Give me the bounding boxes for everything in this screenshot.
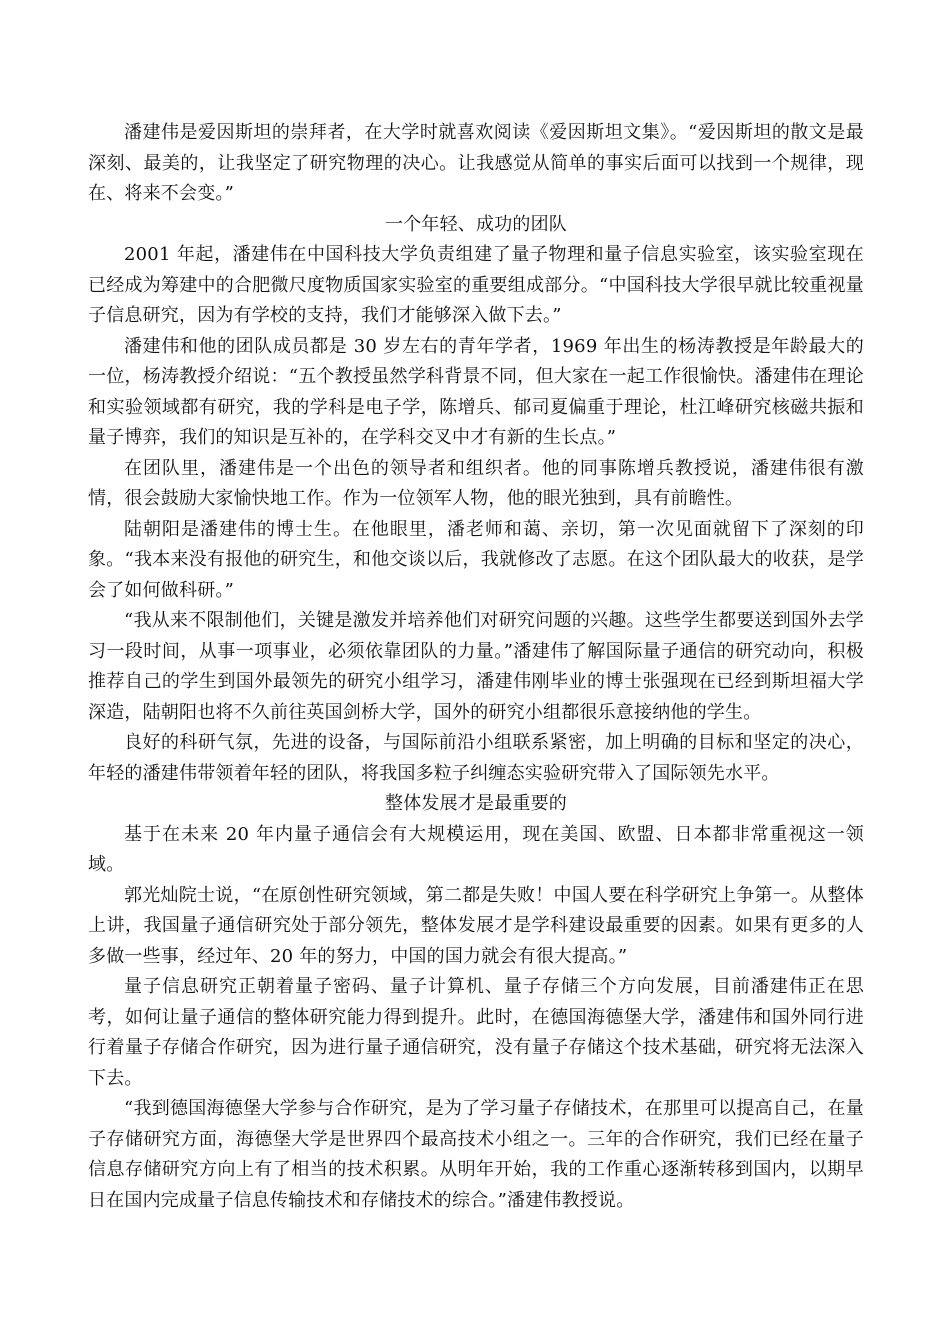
paragraph-lab-founding: 2001 年起，潘建伟在中国科技大学负责组建了量子物理和量子信息实验室，该实验室现在已经成为筹建中的合肥微尺度物质国家实验室的重要组成部分。“中国科技大学很早就比较重视量子信息研究，因为有学校的支持，我们才能够深入做下去。” (88, 244, 864, 326)
paragraph-team-members: 潘建伟和他的团队成员都是 30 岁左右的青年学者，1969 年出生的杨涛教授是年龄最大的一位，杨涛教授介绍说：“五个教授虽然学科背景不同，但大家在一起工作很愉快。潘建伟在理论和实验领域都有研究，我的学科是电子学，陈增兵、郁司夏偏重于理论，杜江峰研究核磁共振和量子博弈，我们的知识是互补的，在学科交叉中才有新的生长点。” (88, 335, 864, 448)
paragraph-heidelberg-quote: “我到德国海德堡大学参与合作研究，是为了学习量子存储技术，在那里可以提高自己，在量子存储研究方面，海德堡大学是世界四个最高技术小组之一。三年的合作研究，我们已经在量子信息存储研究方向上有了相当的技术积累。从明年开始，我的工作重心逐渐转移到国内，以期早日在国内完成量子信息传输技术和存储技术的综合。”潘建伟教授说。 (88, 1098, 864, 1211)
paragraph-student-training: “我从来不限制他们，关键是激发并培养他们对研究问题的兴趣。这些学生都要送到国外去学习一段时间，从事一项事业，必须依靠团队的力量。”潘建伟了解国际量子通信的研究动向，积极推荐自己的学生到国外最领先的研究小组学习，潘建伟刚毕业的博士张强现在已经到斯坦福大学深造，陆朝阳也将不久前往英国剑桥大学，国外的研究小组都很乐意接纳他的学生。 (88, 610, 864, 723)
paragraph-einstein-admirer: 潘建伟是爱因斯坦的崇拜者，在大学时就喜欢阅读《爱因斯坦文集》。“爱因斯坦的散文是最深刻、最美的，让我坚定了研究物理的决心。让我感觉从简单的事实后面可以找到一个规律，现在、将来不会变。” (88, 122, 864, 204)
document-body (88, 118, 864, 1216)
section-heading-young-team: 一个年轻、成功的团队 (385, 213, 567, 235)
paragraph-team-leader: 在团队里，潘建伟是一个出色的领导者和组织者。他的同事陈增兵教授说，潘建伟很有激情，很会鼓励大家愉快地工作。作为一位领军人物，他的眼光独到，具有前瞻性。 (88, 457, 864, 509)
paragraph-future-application: 基于在未来 20 年内量子通信会有大规模运用，现在美国、欧盟、日本都非常重视这一领域。 (88, 823, 864, 875)
section-heading-overall-development: 整体发展才是最重要的 (385, 793, 567, 814)
paragraph-research-directions: 量子信息研究正朝着量子密码、量子计算机、量子存储三个方向发展，目前潘建伟正在思考，如何让量子通信的整体研究能力得到提升。此时，在德国海德堡大学，潘建伟和国外同行进行着量子存储合作研究，因为进行量子通信研究，没有量子存储这个技术基础，研究将无法深入下去。 (88, 976, 864, 1089)
paragraph-academician-quote: 郭光灿院士说，“在原创性研究领域，第二都是失败！中国人要在科学研究上争第一。从整体上讲，我国量子通信研究处于部分领先，整体发展才是学科建设最重要的因素。如果有更多的人多做一些事，经过年、20 年的努力，中国的国力就会有很大提高。” (88, 884, 864, 967)
paragraph-research-atmosphere: 良好的科研气氛，先进的设备，与国际前沿小组联系紧密，加上明确的目标和坚定的决心，年轻的潘建伟带领着年轻的团队，将我国多粒子纠缠态实验研究带入了国际领先水平。 (88, 732, 864, 784)
paragraph-phd-student: 陆朝阳是潘建伟的博士生。在他眼里，潘老师和蔼、亲切，第一次见面就留下了深刻的印象。“我本来没有报他的研究生，和他交谈以后，我就修改了志愿。在这个团队最大的收获，是学会了如何做科研。” (88, 518, 864, 601)
